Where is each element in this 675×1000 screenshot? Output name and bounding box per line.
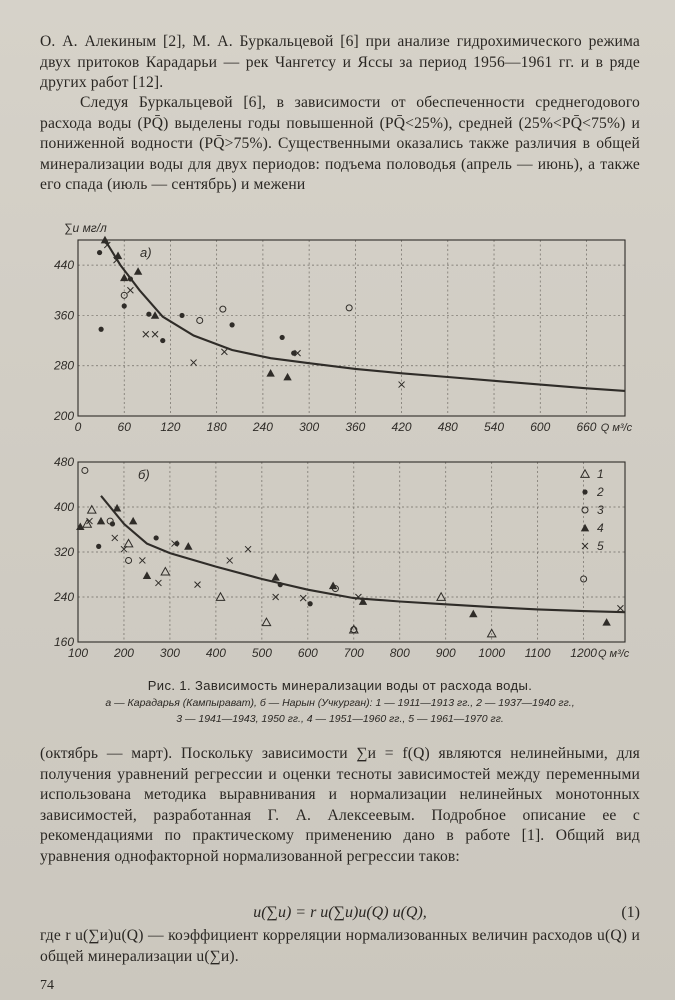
data-point-circle — [581, 576, 587, 582]
data-point-triangle-filled — [283, 373, 291, 381]
legend-label: 4 — [597, 521, 604, 535]
data-point-cross-stroke — [155, 580, 161, 586]
y-tick-label: 360 — [53, 308, 74, 323]
paragraph-1 — [40, 32, 640, 94]
data-point-cross — [86, 518, 92, 524]
data-point-cross-stroke — [227, 557, 233, 563]
data-point-triangle-filled — [359, 597, 367, 605]
data-point-cross-stroke — [152, 331, 158, 337]
data-point-cross-stroke — [399, 382, 405, 388]
data-point-cross-stroke — [172, 541, 178, 547]
data-point-circle — [82, 467, 88, 473]
legend-label: 2 — [597, 485, 604, 499]
y-tick-label: 440 — [53, 258, 74, 273]
data-point-cross-stroke — [104, 242, 110, 248]
data-point-cross — [155, 580, 161, 586]
data-point-cross-stroke — [355, 594, 361, 600]
x-tick-label: 300 — [299, 420, 320, 434]
data-point-dot — [160, 338, 165, 343]
data-point-cross-stroke — [195, 582, 201, 588]
x-axis-label: Q м³/с — [600, 422, 633, 434]
data-point-cross — [300, 595, 306, 601]
data-point-cross-stroke — [114, 257, 120, 263]
y-tick-label: 480 — [53, 455, 74, 469]
data-point-triangle-open — [487, 629, 495, 637]
paragraph-4 — [40, 926, 640, 967]
data-point-dot — [97, 250, 102, 255]
data-point-cross — [152, 331, 158, 337]
data-point-dot — [278, 582, 283, 587]
data-point-triangle-open — [216, 593, 224, 601]
data-point-cross-stroke — [617, 605, 623, 611]
y-tick-label: 240 — [53, 590, 74, 604]
data-point-triangle-filled — [469, 610, 477, 618]
data-point-cross — [121, 546, 127, 552]
data-point-triangle-filled — [266, 369, 274, 377]
data-point-circle — [346, 305, 352, 311]
data-point-cross-stroke — [273, 594, 279, 600]
chart-panel-a — [53, 221, 633, 434]
x-tick-label: 300 — [159, 646, 180, 660]
data-point-circle — [197, 317, 203, 323]
data-point-cross — [245, 546, 251, 552]
data-point-dot — [280, 335, 285, 340]
x-tick-label: 800 — [389, 646, 410, 660]
x-tick-label: 1200 — [570, 646, 597, 660]
data-point-triangle-open — [262, 618, 270, 626]
data-point-triangle-filled — [101, 236, 109, 244]
data-point-cross-stroke — [86, 518, 92, 524]
x-tick-label: 500 — [251, 646, 272, 660]
paragraph-4-text: где r u(∑и)u(Q) — коэффициент корреляции нормализованных величин расходов u(Q) и общей минерализации u(∑и). — [40, 927, 640, 965]
x-tick-label: 540 — [484, 420, 505, 434]
data-point-cross-stroke — [127, 287, 133, 293]
data-point-cross-stroke — [399, 382, 405, 388]
data-point-cross — [582, 543, 588, 549]
data-point-circle — [351, 627, 357, 633]
data-point-triangle-open — [161, 567, 169, 575]
x-tick-label: 600 — [530, 420, 551, 434]
x-tick-label: 660 — [576, 420, 597, 434]
data-point-cross-stroke — [104, 242, 110, 248]
data-point-triangle-filled — [76, 522, 84, 530]
data-point-cross-stroke — [191, 360, 197, 366]
data-point-cross — [191, 360, 197, 366]
x-tick-label: 180 — [206, 420, 227, 434]
figure-caption-title: Рис. 1. Зависимость минерализации воды от расхода воды. — [147, 678, 533, 693]
data-point-cross — [273, 594, 279, 600]
data-point-triangle-filled — [114, 252, 122, 260]
x-tick-label: 1000 — [478, 646, 506, 660]
x-tick-label: 900 — [435, 646, 456, 660]
data-point-cross-stroke — [155, 580, 161, 586]
paragraph-3-text: (октябрь — март). Поскольку зависимости ∑и = f(Q) являются нелинейными, для получения уравнений регрессии и оценки тесноты зависимостей между переменными использована методика выравнивания и нормализации нелинейных монотонных зависимостей, разработанная Г. А. Алексеевым. Подробное описание ее с рекомендациями по практическому применению дано в работе [1]. Общий вид уравнения однофакторной нормализованной регрессии таков: — [40, 745, 640, 865]
data-point-cross-stroke — [191, 360, 197, 366]
data-point-cross-stroke — [112, 535, 118, 541]
x-tick-label: 360 — [345, 420, 366, 434]
y-tick-label: 400 — [53, 500, 74, 514]
y-axis-label: ∑и мг/л — [64, 221, 107, 235]
data-point-cross-stroke — [295, 350, 301, 356]
paragraph-1-text: О. А. Алекиным [2], М. А. Буркальцевой [6] при анализе гидрохимического режима двух притоков Карадарьи — рек Чангетсу и Яссы за период 1956—1961 гг. и в ряде других работ [12]. — [40, 33, 640, 91]
data-point-cross — [104, 242, 110, 248]
data-point-circle — [126, 557, 132, 563]
legend-label: 3 — [597, 503, 604, 517]
data-point-triangle-filled — [97, 517, 105, 525]
legend-label: 5 — [597, 539, 604, 553]
data-point-triangle-filled — [113, 504, 121, 512]
page-number: 74 — [40, 978, 54, 993]
data-point-cross — [195, 582, 201, 588]
data-point-cross-stroke — [221, 349, 227, 355]
y-tick-label: 160 — [53, 635, 74, 649]
data-point-circle — [121, 292, 127, 298]
data-point-cross — [355, 594, 361, 600]
x-tick-label: 0 — [74, 420, 82, 434]
equation-number: (1) — [621, 904, 640, 921]
data-point-cross — [114, 257, 120, 263]
data-point-cross — [127, 287, 133, 293]
data-point-cross — [227, 557, 233, 563]
x-tick-label: 200 — [113, 646, 134, 660]
data-point-dot — [146, 312, 151, 317]
data-point-cross-stroke — [121, 546, 127, 552]
data-point-triangle-open — [83, 520, 91, 528]
data-point-triangle-open — [350, 625, 358, 633]
data-point-cross-stroke — [152, 331, 158, 337]
data-point-dot — [96, 544, 101, 549]
x-tick-label: 600 — [297, 646, 318, 660]
data-point-cross-stroke — [355, 594, 361, 600]
data-point-cross — [617, 605, 623, 611]
data-point-triangle-filled — [143, 571, 151, 579]
x-axis-label: Q м³/с — [597, 648, 630, 660]
data-point-triangle-filled — [602, 618, 610, 626]
chart-panel-b — [53, 455, 630, 660]
data-point-cross-stroke — [143, 331, 149, 337]
data-point-cross-stroke — [143, 331, 149, 337]
legend — [581, 467, 604, 553]
paragraph-2 — [40, 93, 640, 196]
data-point-dot — [229, 322, 234, 327]
data-point-cross-stroke — [221, 349, 227, 355]
data-point-triangle-filled — [184, 542, 192, 550]
data-point-cross-stroke — [582, 543, 588, 549]
data-point-cross-stroke — [617, 605, 623, 611]
data-point-cross-stroke — [139, 557, 145, 563]
data-point-triangle-open — [581, 470, 589, 478]
data-point-triangle-filled — [134, 267, 142, 275]
panel-label: б) — [138, 467, 150, 482]
data-point-cross — [399, 382, 405, 388]
x-tick-label: 240 — [252, 420, 273, 434]
data-point-dot — [291, 351, 296, 356]
data-point-cross — [172, 541, 178, 547]
data-point-triangle-filled — [329, 582, 337, 590]
x-tick-label: 1100 — [524, 646, 551, 660]
x-tick-label: 700 — [343, 646, 364, 660]
data-point-dot — [308, 601, 313, 606]
data-point-cross-stroke — [300, 595, 306, 601]
regression-curve — [101, 496, 625, 612]
plot-frame — [78, 240, 625, 416]
x-tick-label: 100 — [67, 646, 89, 660]
paragraph-3 — [40, 744, 640, 867]
data-point-cross-stroke — [245, 546, 251, 552]
data-point-dot — [582, 489, 587, 494]
data-point-dot — [154, 535, 159, 540]
data-point-cross-stroke — [295, 350, 301, 356]
data-point-triangle-filled — [581, 524, 589, 532]
data-point-cross-stroke — [121, 546, 127, 552]
equation-text: u(∑и) = r u(∑и)u(Q) u(Q), — [253, 904, 427, 921]
data-point-triangle-open — [124, 539, 132, 547]
data-point-cross-stroke — [195, 582, 201, 588]
data-point-circle — [582, 507, 588, 513]
legend-label: 1 — [597, 467, 604, 481]
data-point-cross — [221, 349, 227, 355]
data-point-cross-stroke — [300, 595, 306, 601]
data-point-dot — [110, 521, 115, 526]
plot-frame — [78, 462, 625, 642]
data-point-triangle-filled — [120, 274, 128, 282]
x-tick-label: 60 — [117, 420, 131, 434]
x-tick-label: 480 — [437, 420, 458, 434]
data-point-cross-stroke — [139, 557, 145, 563]
data-point-cross — [139, 557, 145, 563]
data-point-dot — [122, 303, 127, 308]
data-point-cross-stroke — [582, 543, 588, 549]
data-point-cross-stroke — [86, 518, 92, 524]
figure-caption-line-1: а — Карадарья (Кампырават), б — Нарын (Учкурган): 1 — 1911—1913 гг., 2 — 1937—1940 гг., — [105, 697, 575, 709]
data-point-cross — [143, 331, 149, 337]
data-point-cross-stroke — [112, 535, 118, 541]
data-point-cross-stroke — [172, 541, 178, 547]
data-point-cross-stroke — [245, 546, 251, 552]
data-point-circle — [332, 586, 338, 592]
data-point-triangle-filled — [271, 573, 279, 581]
x-tick-label: 400 — [205, 646, 226, 660]
y-tick-label: 280 — [53, 358, 74, 373]
figure-caption-line-2: 3 — 1941—1943, 1950 гг., 4 — 1951—1960 гг., 5 — 1961—1970 гг. — [176, 713, 504, 725]
data-point-dot — [174, 541, 179, 546]
x-tick-label: 420 — [391, 420, 412, 434]
paragraph-2-text: Следуя Буркальцевой [6], в зависимости от обеспеченности среднегодового расхода воды (PQ̄) выделены годы повышенной (PQ̄<25%), средней (25%<PQ̄<75%) и пониженной водности (PQ̄>75%). Существенными оказались также различия в общей минерализации воды для двух периодов: подъема половодья (апрель — июнь), а также его спада (июль — сентябрь) и межени — [40, 94, 640, 193]
data-point-cross-stroke — [273, 594, 279, 600]
data-point-circle — [107, 518, 113, 524]
x-tick-label: 120 — [160, 420, 181, 434]
data-point-dot — [179, 313, 184, 318]
data-point-cross — [112, 535, 118, 541]
data-point-triangle-open — [437, 593, 445, 601]
data-point-circle — [220, 306, 226, 312]
panel-label: а) — [140, 245, 152, 260]
data-point-cross-stroke — [114, 257, 120, 263]
data-point-triangle-filled — [151, 311, 159, 319]
regression-curve — [105, 240, 625, 391]
y-tick-label: 200 — [53, 409, 74, 423]
data-point-cross-stroke — [127, 287, 133, 293]
data-point-cross-stroke — [227, 557, 233, 563]
y-tick-label: 320 — [53, 545, 74, 559]
data-point-triangle-open — [88, 506, 96, 514]
data-point-cross — [295, 350, 301, 356]
data-point-triangle-filled — [129, 517, 137, 525]
data-point-dot — [128, 276, 133, 281]
data-point-dot — [99, 327, 104, 332]
